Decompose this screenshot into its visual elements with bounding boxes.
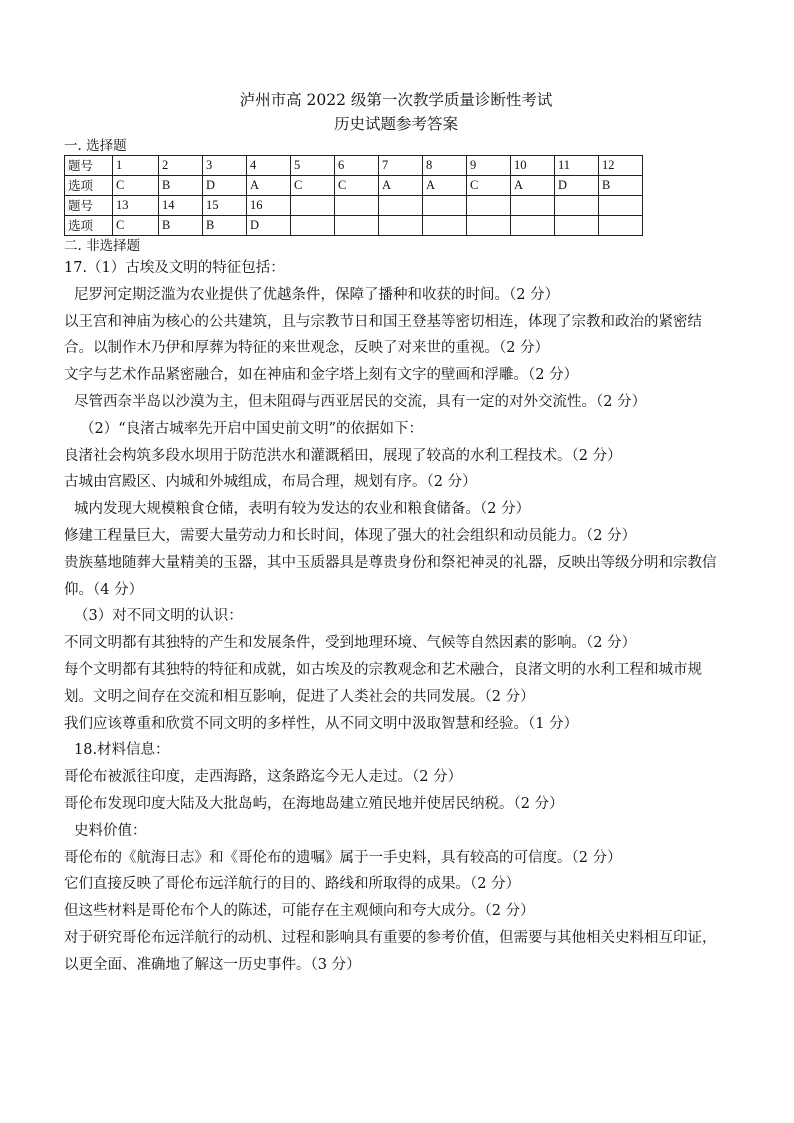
answer-table-row bbox=[65, 156, 643, 176]
answer-table-row bbox=[65, 176, 643, 196]
q17-part1-heading: 17.（1）古埃及文明的特征包括： bbox=[64, 260, 285, 276]
answer-table-cell bbox=[335, 216, 379, 236]
answer-table-cell: B bbox=[203, 216, 247, 236]
answer-line: 它们直接反映了哥伦布远洋航行的目的、路线和所取得的成果。（2 分） bbox=[64, 876, 521, 893]
answer-table-row-label: 选项 bbox=[65, 176, 113, 196]
answer-table-cell: 16 bbox=[247, 196, 291, 216]
answer-table-cell: A bbox=[511, 176, 555, 196]
answer-line: 每个文明都有其独特的特征和成就，如古埃及的宗教观念和艺术融合，良渚文明的水利工程和城市规划。文明之间存在交流和相互影响，促进了人类社会的共同发展。（2 分） bbox=[64, 661, 702, 705]
answer-line: 对于研究哥伦布远洋航行的动机、过程和影响具有重要的参考价值，但需要与其他相关史料相互印证，以更全面、准确地了解这一历史事件。（3 分） bbox=[64, 929, 717, 973]
answer-table-cell bbox=[423, 216, 467, 236]
answer-table-cell: B bbox=[159, 216, 203, 236]
answer-table-cell bbox=[599, 196, 643, 216]
answer-table-cell: 8 bbox=[423, 156, 467, 176]
answer-table-cell: A bbox=[247, 176, 291, 196]
answer-table-cell: B bbox=[159, 176, 203, 196]
answer-table-cell: 15 bbox=[203, 196, 247, 216]
answer-table-cell bbox=[511, 196, 555, 216]
answer-line: 贵族墓地随葬大量精美的玉器，其中玉质器具是尊贵身份和祭祀神灵的礼器，反映出等级分明和宗教信仰。（4 分） bbox=[64, 554, 717, 598]
answer-table-row-label: 选项 bbox=[65, 216, 113, 236]
exam-title: 泸州市高 2022 级第一次教学质量诊断性考试 bbox=[239, 91, 553, 109]
answer-table-cell: 7 bbox=[379, 156, 423, 176]
answer-table-cell: A bbox=[423, 176, 467, 196]
answer-table-cell bbox=[511, 216, 555, 236]
q17-part2-heading: （2）“良渚古城率先开启中国史前文明”的依据如下： bbox=[80, 420, 424, 437]
answer-table-cell: A bbox=[379, 176, 423, 196]
answer-table bbox=[64, 155, 643, 236]
answer-table-cell: 10 bbox=[511, 156, 555, 176]
answer-table-cell bbox=[335, 196, 379, 216]
answer-line: 尼罗河定期泛滥为农业提供了优越条件，保障了播种和收获的时间。（2 分） bbox=[74, 286, 560, 303]
answer-table-cell bbox=[467, 196, 511, 216]
answer-table-cell: 12 bbox=[599, 156, 643, 176]
answer-table-cell: 13 bbox=[113, 196, 159, 216]
answer-line: 我们应该尊重和欣赏不同文明的多样性，从不同文明中汲取智慧和经验。（1 分） bbox=[64, 715, 579, 732]
q17-part3-heading: （3）对不同文明的认识： bbox=[74, 608, 243, 625]
answer-table-cell: 9 bbox=[467, 156, 511, 176]
answer-table-cell: D bbox=[247, 216, 291, 236]
answer-table-cell bbox=[291, 196, 335, 216]
answer-line: 但这些材料是哥伦布个人的陈述，可能存在主观倾向和夸大成分。（2 分） bbox=[64, 903, 535, 920]
section-heading-multiple-choice: 一. 选择题 bbox=[64, 138, 127, 154]
answer-table-cell: C bbox=[291, 176, 335, 196]
answer-line: 以王宫和神庙为核心的公共建筑，且与宗教节日和国王登基等密切相连，体现了宗教和政治的紧密结合。以制作木乃伊和厚葬为特征的来世观念，反映了对来世的重视。（2 分） bbox=[64, 313, 702, 357]
answer-line: 尽管西奈半岛以沙漠为主，但未阻碍与西亚居民的交流，具有一定的对外交流性。（2 分） bbox=[74, 393, 647, 410]
answer-table-cell: B bbox=[599, 176, 643, 196]
answer-table-cell bbox=[555, 216, 599, 236]
answer-table-row bbox=[65, 216, 643, 236]
answer-line: 哥伦布发现印度大陆及大批岛屿，在海地岛建立殖民地并使居民纳税。（2 分） bbox=[64, 795, 564, 812]
answer-table-cell bbox=[291, 216, 335, 236]
answer-line: 不同文明都有其独特的产生和发展条件，受到地理环境、气候等自然因素的影响。（2 分） bbox=[64, 635, 637, 652]
answer-line: 哥伦布的《航海日志》和《哥伦布的遗嘱》属于一手史料，具有较高的可信度。（2 分） bbox=[64, 849, 622, 866]
answer-table-cell bbox=[379, 216, 423, 236]
answer-table-cell: C bbox=[113, 216, 159, 236]
answer-table-cell: 1 bbox=[113, 156, 159, 176]
answer-table-cell: 11 bbox=[555, 156, 599, 176]
answer-table-cell: C bbox=[335, 176, 379, 196]
answer-line: 古城由宫殿区、内城和外城组成，布局合理，规划有序。（2 分） bbox=[64, 474, 477, 491]
q18-heading: 18.材料信息： bbox=[74, 742, 170, 759]
answer-table-cell: 14 bbox=[159, 196, 203, 216]
answer-table-cell: 2 bbox=[159, 156, 203, 176]
answer-table-cell bbox=[555, 196, 599, 216]
answer-body bbox=[64, 255, 728, 979]
answer-table-cell: 6 bbox=[335, 156, 379, 176]
answer-table-cell bbox=[379, 196, 423, 216]
answer-table-cell: 5 bbox=[291, 156, 335, 176]
answer-table-cell: C bbox=[467, 176, 511, 196]
answer-table-row bbox=[65, 196, 643, 216]
answer-table-row-label: 题号 bbox=[65, 156, 113, 176]
exam-subtitle: 历史试题参考答案 bbox=[333, 115, 458, 133]
answer-table-cell: 4 bbox=[247, 156, 291, 176]
answer-document bbox=[64, 88, 728, 979]
answer-table-cell: 3 bbox=[203, 156, 247, 176]
section-heading-open-questions: 二. 非选择题 bbox=[64, 238, 141, 254]
answer-line: 修建工程量巨大，需要大量劳动力和长时间，体现了强大的社会组织和动员能力。（2 分） bbox=[64, 527, 637, 544]
answer-line: 城内发现大规模粮食仓储，表明有较为发达的农业和粮食储备。（2 分） bbox=[74, 501, 531, 518]
answer-line: 良渚社会构筑多段水坝用于防范洪水和灌溉稻田，展现了较高的水利工程技术。（2 分） bbox=[64, 447, 622, 464]
answer-table-cell bbox=[423, 196, 467, 216]
answer-table-cell: D bbox=[555, 176, 599, 196]
answer-table-cell bbox=[467, 216, 511, 236]
answer-table-row-label: 题号 bbox=[65, 196, 113, 216]
answer-line: 文字与艺术作品紧密融合，如在神庙和金字塔上刻有文字的壁画和浮雕。（2 分） bbox=[64, 367, 579, 384]
answer-line: 哥伦布被派往印度，走西海路，这条路迄今无人走过。（2 分） bbox=[64, 769, 463, 786]
answer-table-cell: C bbox=[113, 176, 159, 196]
answer-table-cell bbox=[599, 216, 643, 236]
answer-table-cell: D bbox=[203, 176, 247, 196]
q18-value-heading: 史料价值： bbox=[74, 822, 147, 839]
